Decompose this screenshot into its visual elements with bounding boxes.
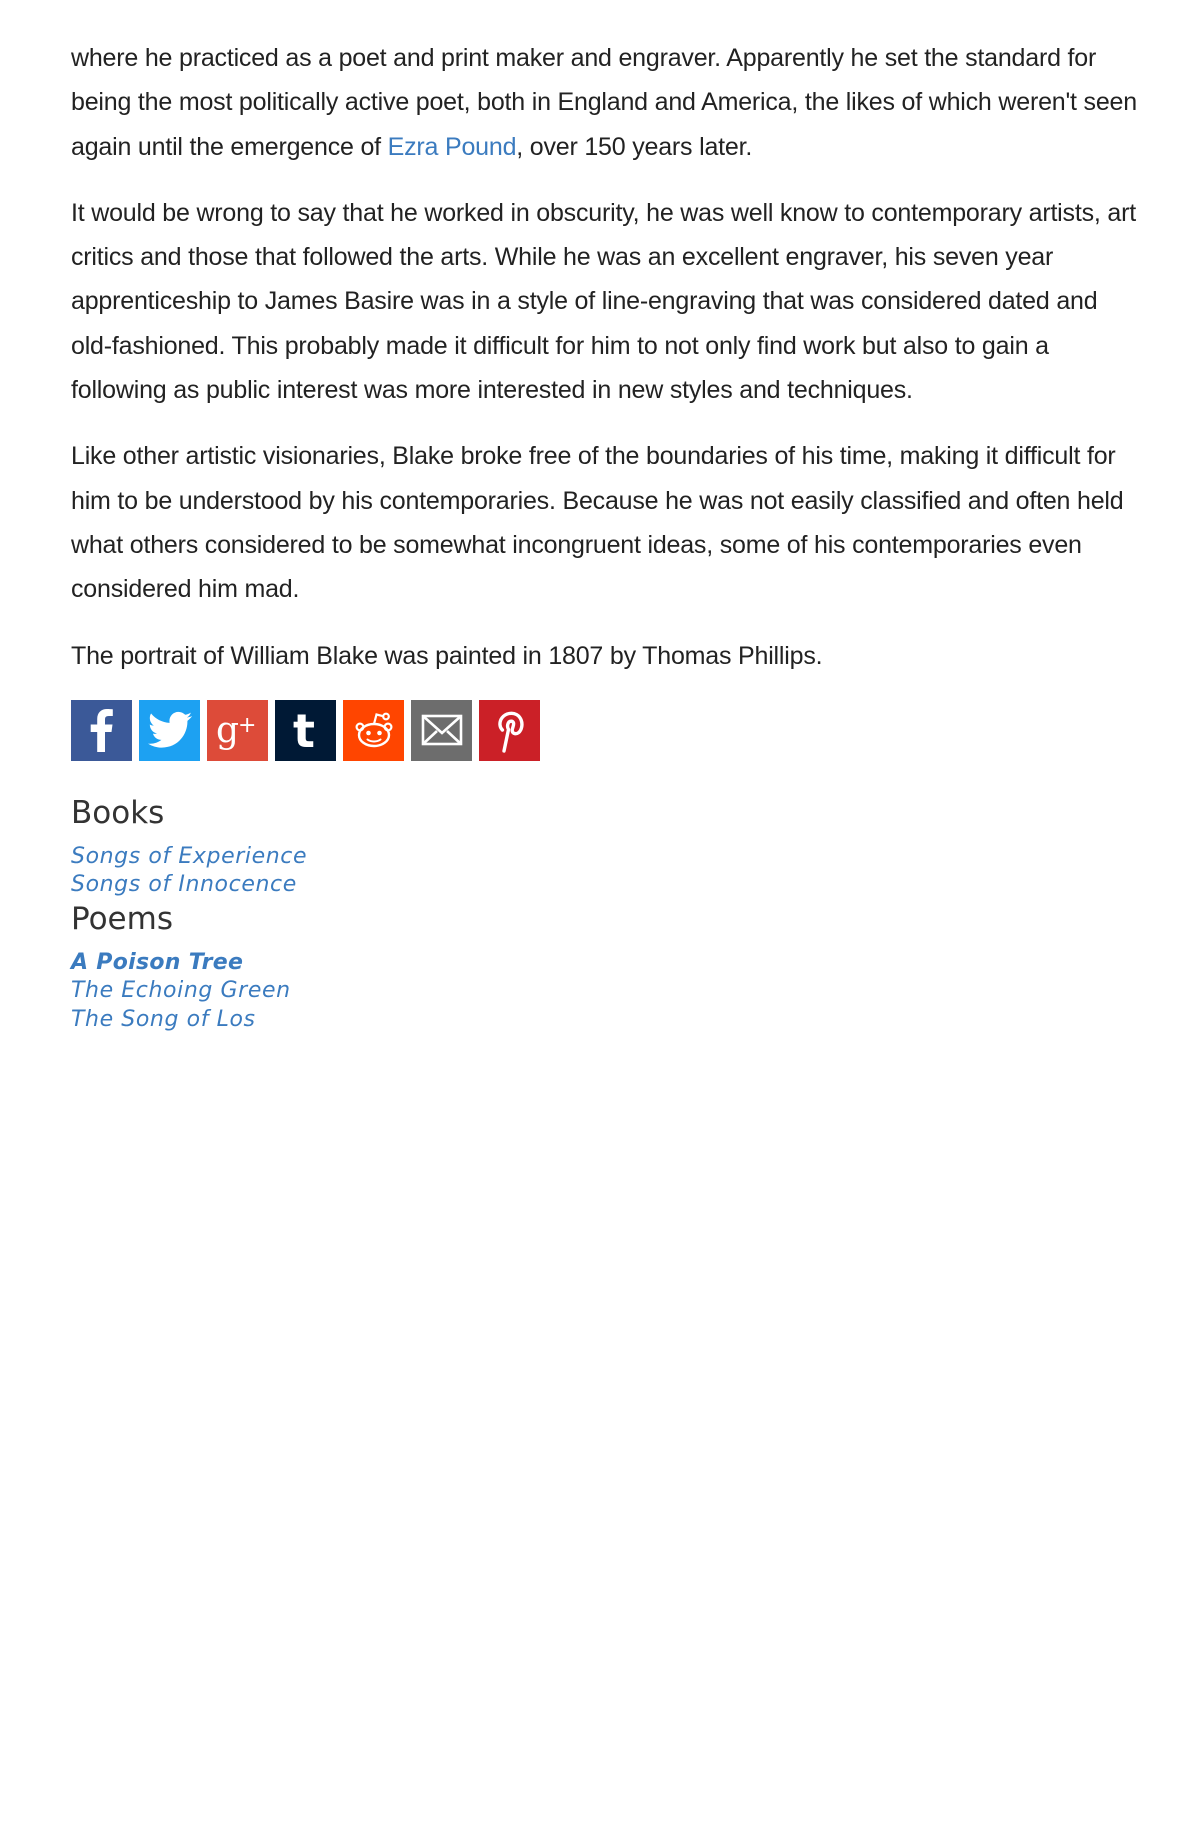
list-item[interactable] <box>71 871 1141 900</box>
paragraph-3: Like other artistic visionaries, Blake broke free of the boundaries of his time, making it difficult for him to be understood by his contemporaries. Because he was not easily classified and often held what others considered to be somewhat incongruent ideas, some of his contemporaries even considered him mad. <box>71 442 1124 604</box>
poems-heading: Poems <box>71 900 173 937</box>
share-bar <box>71 700 1141 761</box>
poem-link[interactable]: The Song of Los <box>71 1006 256 1032</box>
books-list <box>71 843 1141 900</box>
poem-link[interactable]: The Echoing Green <box>71 978 291 1004</box>
email-share-button[interactable] <box>411 700 472 761</box>
svg-text:+: + <box>237 713 256 739</box>
google-plus-share-button[interactable] <box>207 700 268 761</box>
tumblr-icon <box>289 707 323 753</box>
list-item[interactable] <box>71 949 1141 978</box>
paragraph-1-text-b: , over 150 years later. <box>516 132 753 161</box>
twitter-share-button[interactable] <box>139 700 200 761</box>
pinterest-share-button[interactable] <box>479 700 540 761</box>
paragraph-2: It would be wrong to say that he worked in obscurity, he was well know to contemporary artists, art critics and those that followed the arts. While he was an excellent engraver, his seven year apprenticeship to James Basire was in a style of line-engraving that was considered dated and old-fashioned. This probably made it difficult for him to not only find work but also to gain a following as public interest was more interested in new styles and techniques. <box>71 198 1136 405</box>
email-icon <box>421 714 463 746</box>
facebook-icon <box>82 708 122 752</box>
books-heading: Books <box>71 794 165 831</box>
facebook-share-button[interactable] <box>71 700 132 761</box>
book-link[interactable]: Songs of Innocence <box>71 872 297 898</box>
google-plus-icon <box>213 708 263 752</box>
list-item[interactable] <box>71 977 1141 1006</box>
tumblr-share-button[interactable] <box>275 700 336 761</box>
list-item[interactable] <box>71 1006 1141 1035</box>
reddit-icon <box>352 710 396 750</box>
poems-list <box>71 949 1141 1035</box>
poem-link-active[interactable]: A Poison Tree <box>71 949 244 975</box>
paragraph-1-text-a: where he practiced as a poet and print maker and engraver. Apparently he set the standard for being the most politically active poet, both in England and America, the likes of which weren't seen again until the emergence of <box>71 44 1137 161</box>
book-link[interactable]: Songs of Experience <box>71 843 308 869</box>
paragraph-4: The portrait of William Blake was painted in 1807 by Thomas Phillips. <box>71 641 823 670</box>
paragraph-1 <box>71 36 1141 169</box>
article-content <box>71 36 1141 1034</box>
svg-text:t: t <box>292 707 315 754</box>
list-item[interactable] <box>71 843 1141 872</box>
ezra-pound-link[interactable]: Ezra Pound <box>387 132 517 161</box>
reddit-share-button[interactable] <box>343 700 404 761</box>
twitter-icon <box>148 711 192 749</box>
svg-text:g: g <box>215 710 239 752</box>
pinterest-icon <box>493 707 527 753</box>
